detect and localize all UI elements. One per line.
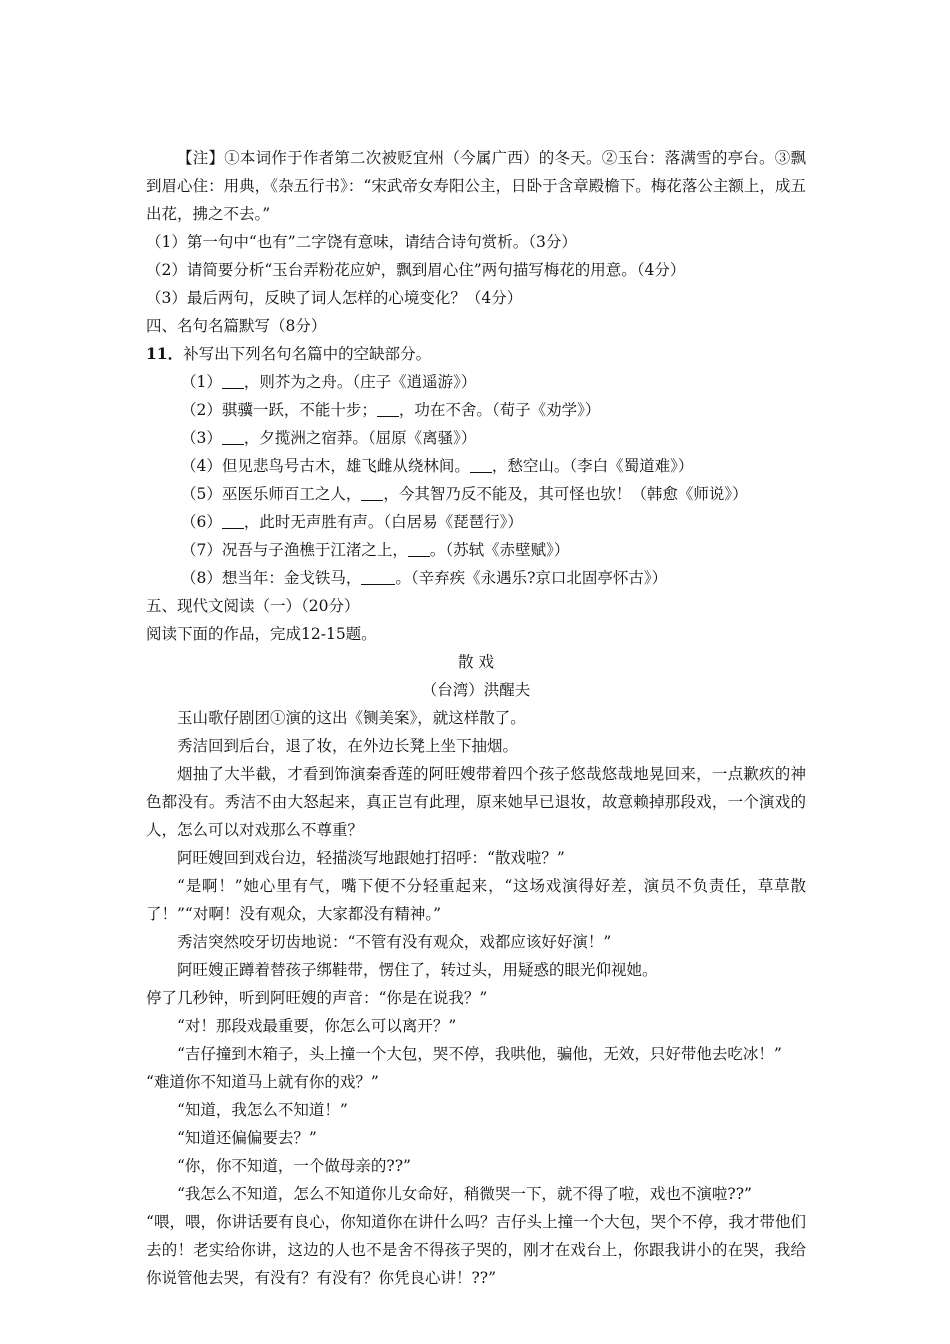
story-title: 散 戏 <box>458 653 494 671</box>
fill-item-8: （8）想当年：金戈铁马， 。（辛弃疾《永遇乐?京口北固亭怀古》） <box>181 569 668 587</box>
story-paragraph: 玉山歌仔剧团①演的这出《铡美案》，就这样散了。 <box>177 709 526 727</box>
question-2: （2）请简要分析“玉台弄粉花应妒，飘到眉心住”两句描写梅花的用意。（4分） <box>146 261 686 279</box>
document-page <box>146 144 806 1292</box>
story-paragraph: “难道你不知道马上就有你的戏？” <box>146 1073 379 1091</box>
reading-instruction: 阅读下面的作品，完成12-15题。 <box>146 625 377 643</box>
answer-blank <box>408 540 430 557</box>
story-paragraph: 烟抽了大半截，才看到饰演秦香莲的阿旺嫂带着四个孩子悠哉悠哉地晃回来，一点歉疚的神色都没有。秀洁不由大怒起来，真正岂有此理，原来她早已退妆，故意赖掉那段戏，一个演戏的人，怎么可以对戏那么不尊重？ <box>146 765 806 839</box>
note-paragraph: 【注】①本词作于作者第二次被贬宜州（今属广西）的冬天。②玉台：落满雪的亭台。③飘到眉心住：用典，《杂五行书》：“宋武帝女寿阳公主，日卧于含章殿檐下。梅花落公主额上，成五出花，拂之不去。” <box>146 149 806 223</box>
story-paragraph: 阿旺嫂回到戏台边，轻描淡写地跟她打招呼：“散戏啦？” <box>177 849 565 867</box>
fill-item-4: （4）但见悲鸟号古木，雄飞雌从绕林间。 ，愁空山。（李白《蜀道难》） <box>181 457 694 475</box>
question-3: （3）最后两句，反映了词人怎样的心境变化？（4分） <box>146 289 523 307</box>
story-paragraph: 秀洁回到后台，退了妆，在外边长凳上坐下抽烟。 <box>177 737 519 755</box>
fill-item-2: （2）骐骥一跃，不能十步； ，功在不舍。（荀子《劝学》） <box>181 401 601 419</box>
answer-blank <box>361 484 383 501</box>
fill-item-1: （1） ，则芥为之舟。（庄子《逍遥游》） <box>181 373 477 391</box>
section-4-title: 四、名句名篇默写（8分） <box>146 317 327 335</box>
story-paragraph: 停了几秒钟，听到阿旺嫂的声音：“你是在说我？” <box>146 989 488 1007</box>
fill-item-5: （5）巫医乐师百工之人， ，今其智乃反不能及，其可怪也欤！（韩愈《师说》） <box>181 485 748 503</box>
story-paragraph: 秀洁突然咬牙切齿地说：“不管有没有观众，戏都应该好好演！” <box>177 933 612 951</box>
story-paragraph: “对！那段戏最重要，你怎么可以离开？” <box>177 1017 457 1035</box>
question-11 <box>146 340 806 368</box>
fill-item-6: （6） ，此时无声胜有声。（白居易《琵琶行》） <box>181 513 523 531</box>
story-paragraph: “你，你不知道，一个做母亲的??” <box>177 1157 411 1175</box>
story-paragraph: “喂，喂，你讲话要有良心，你知道你在讲什么吗？吉仔头上撞一个大包，哭个不停，我才带他们去的！老实给你讲，这边的人也不是舍不得孩子哭的，刚才在戏台上，你跟我讲小的在哭，我给你说管他去哭，有没有？有没有？你凭良心讲！??” <box>146 1213 806 1287</box>
fill-item-7: （7）况吾与子渔樵于江渚之上， 。（苏轼《赤壁赋》） <box>181 541 570 559</box>
question-1: （1）第一句中“也有”二字饶有意味，请结合诗句赏析。（3分） <box>146 233 577 251</box>
question-11-number: 11． <box>146 344 184 363</box>
story-paragraph: “是啊！”她心里有气，嘴下便不分轻重起来，“这场戏演得好差，演员不负责任，草草散了！”“对啊！没有观众，大家都没有精神。” <box>146 877 806 923</box>
answer-blank <box>377 400 399 417</box>
story-author: （台湾）洪醒夫 <box>421 681 531 699</box>
story-paragraph: “我怎么不知道，怎么不知道你儿女命好，稍微哭一下，就不得了啦，戏也不演啦??” <box>177 1185 752 1203</box>
fill-item-3: （3） ，夕揽洲之宿莽。（屈原《离骚》） <box>181 429 477 447</box>
answer-blank <box>222 428 244 445</box>
answer-blank <box>361 568 395 585</box>
story-paragraph: “知道还偏偏要去？” <box>177 1129 317 1147</box>
answer-blank <box>222 372 244 389</box>
story-paragraph: “吉仔撞到木箱子，头上撞一个大包，哭不停，我哄他，骗他，无效，只好带他去吃冰！” <box>177 1045 782 1063</box>
answer-blank <box>470 456 492 473</box>
section-5-title: 五、现代文阅读（一）（20分） <box>146 597 360 615</box>
story-paragraph: 阿旺嫂正蹲着替孩子绑鞋带，愣住了，转过头，用疑惑的眼光仰视她。 <box>177 961 658 979</box>
story-paragraph: “知道，我怎么不知道！” <box>177 1101 348 1119</box>
answer-blank <box>222 512 244 529</box>
question-11-text: 补写出下列名句名篇中的空缺部分。 <box>183 345 432 363</box>
